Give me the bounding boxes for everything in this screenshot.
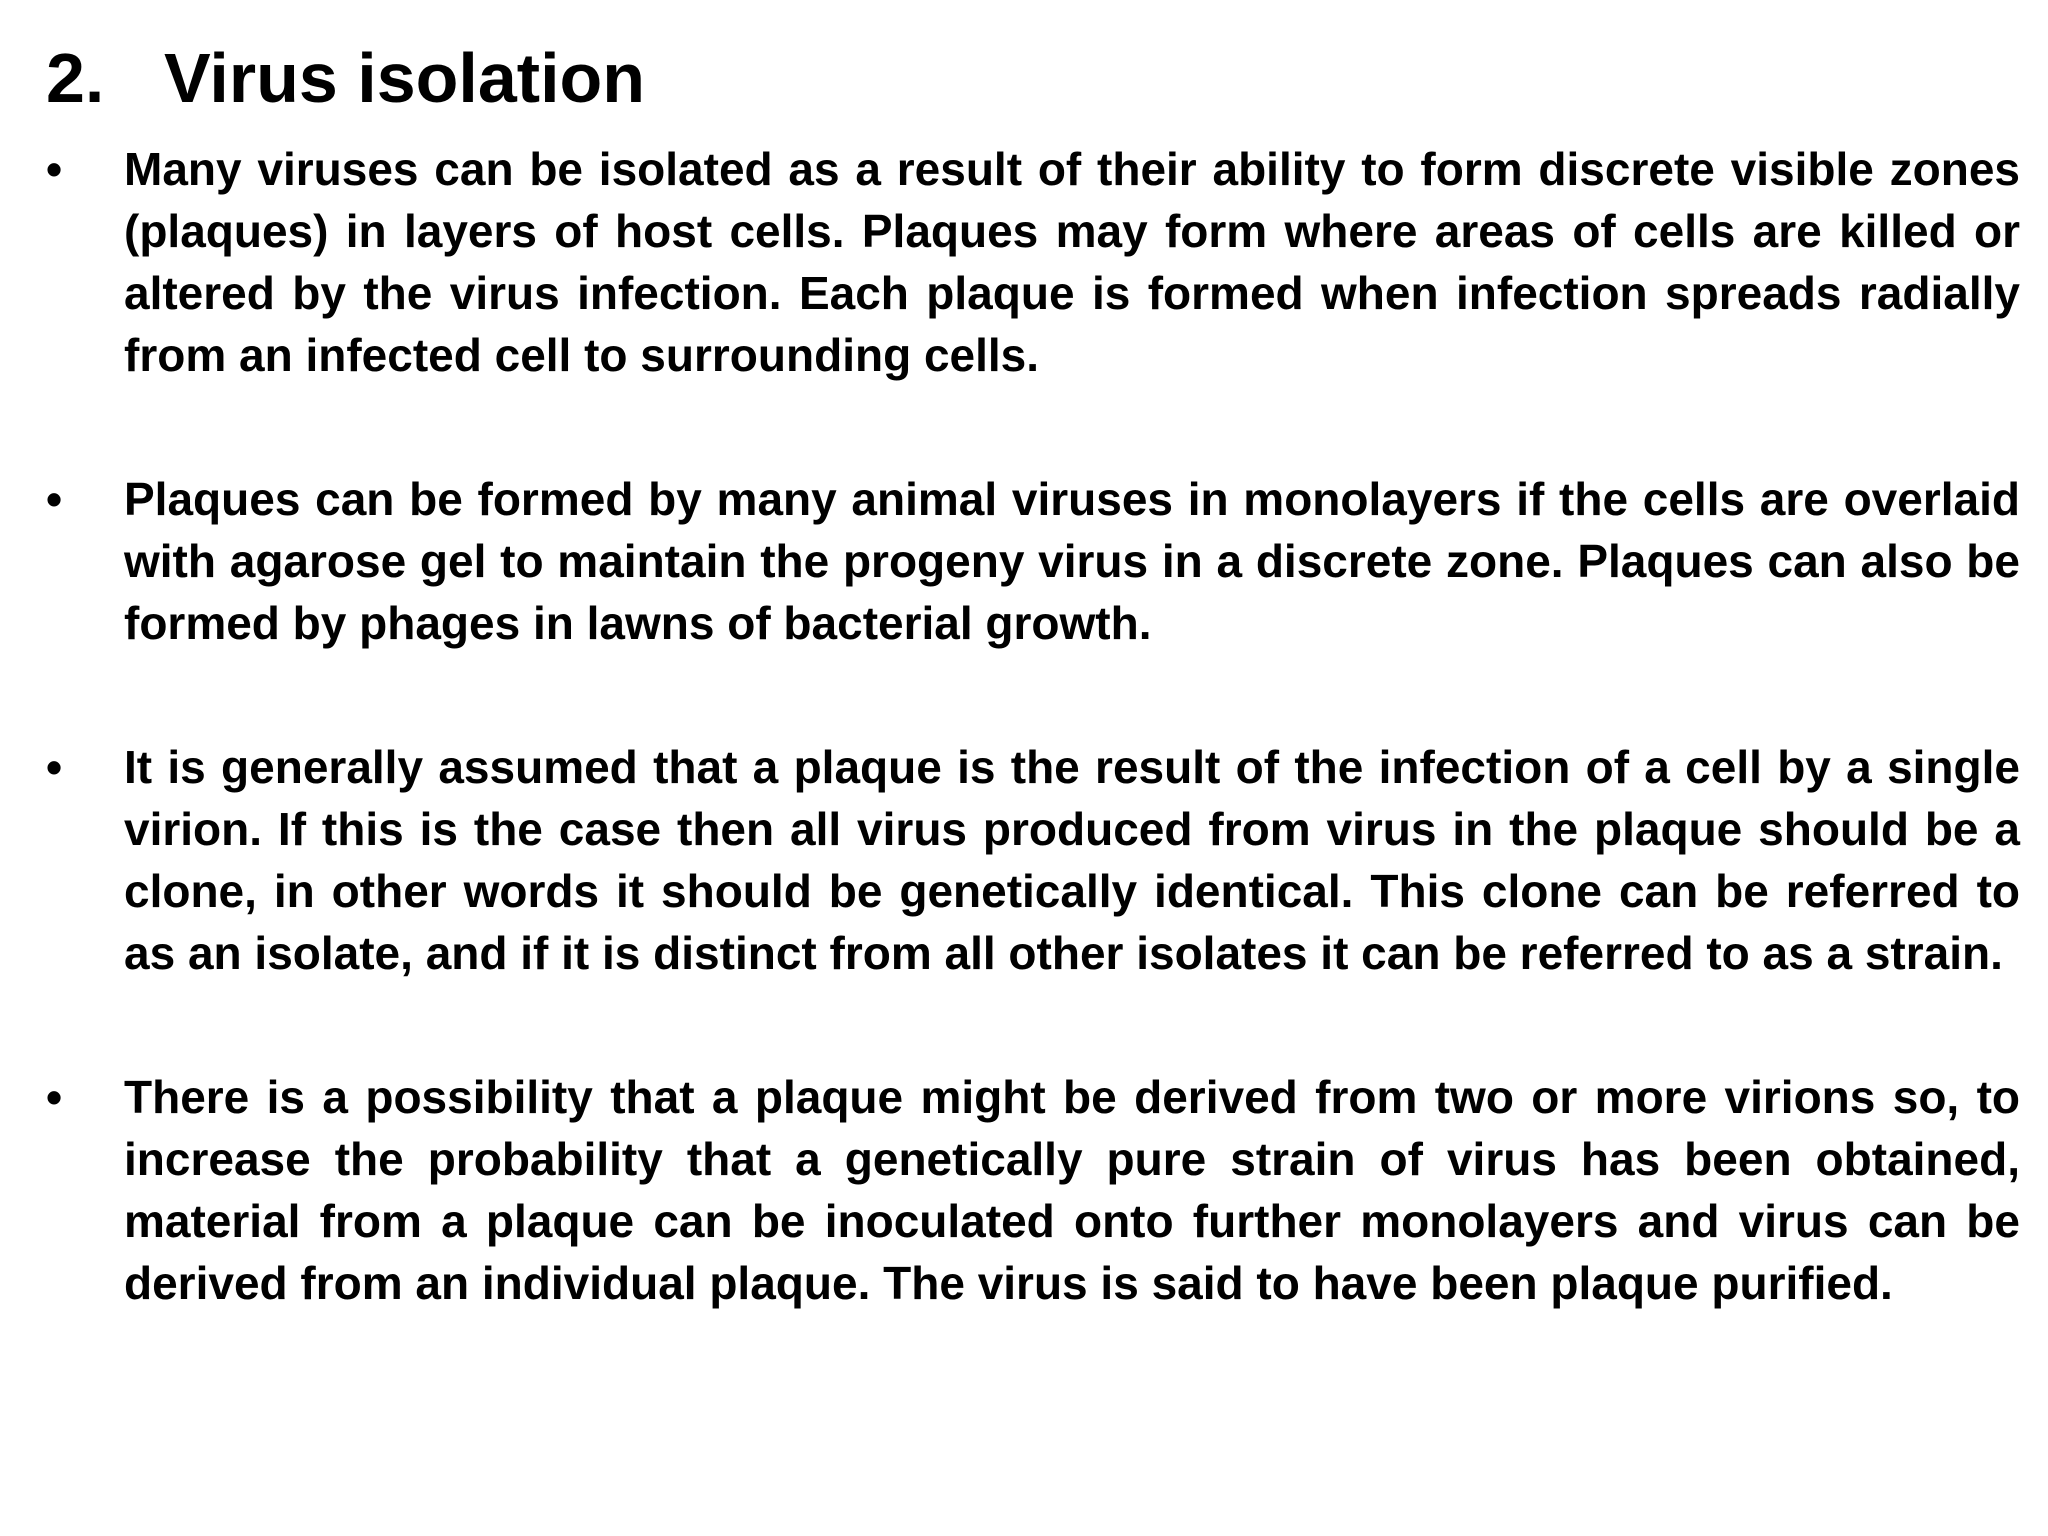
- slide-title: [46, 36, 645, 120]
- bullet-icon: •: [46, 741, 63, 793]
- bullet-icon: •: [46, 143, 63, 195]
- bullet-text: There is a possibility that a plaque might be derived from two or more virions so, to increase the probability that a genetically pure strain of virus has been obtained, material from a plaque can be inoculated onto further monolayers and virus can be derived from an individual plaque. The virus is said to have been plaque purified.: [124, 1071, 2020, 1309]
- bullet-icon: •: [46, 1071, 63, 1123]
- title-text: Virus isolation: [164, 39, 646, 117]
- bullet-item: [40, 138, 2020, 386]
- bullet-item: [40, 736, 2020, 984]
- bullet-item: [40, 1066, 2020, 1314]
- bullet-text: It is generally assumed that a plaque is the result of the infection of a cell by a single virion. If this is the case then all virus produced from virus in the plaque should be a clone, in other words it should be genetically identical. This clone can be referred to as an isolate, and if it is distinct from all other isolates it can be referred to as a strain.: [124, 741, 2020, 979]
- bullet-icon: •: [46, 473, 63, 525]
- title-number: 2.: [46, 39, 105, 117]
- bullet-text: Plaques can be formed by many animal viruses in monolayers if the cells are overlaid with agarose gel to maintain the progeny virus in a discrete zone. Plaques can also be formed by phages in lawns of bacterial growth.: [124, 473, 2020, 649]
- bullet-text: Many viruses can be isolated as a result of their ability to form discrete visible zones (plaques) in layers of host cells. Plaques may form where areas of cells are killed or altered by the virus infection. Each plaque is formed when infection spreads radially from an infected cell to surrounding cells.: [124, 143, 2020, 381]
- bullet-item: [40, 468, 2020, 654]
- bullet-list: [40, 138, 2020, 1396]
